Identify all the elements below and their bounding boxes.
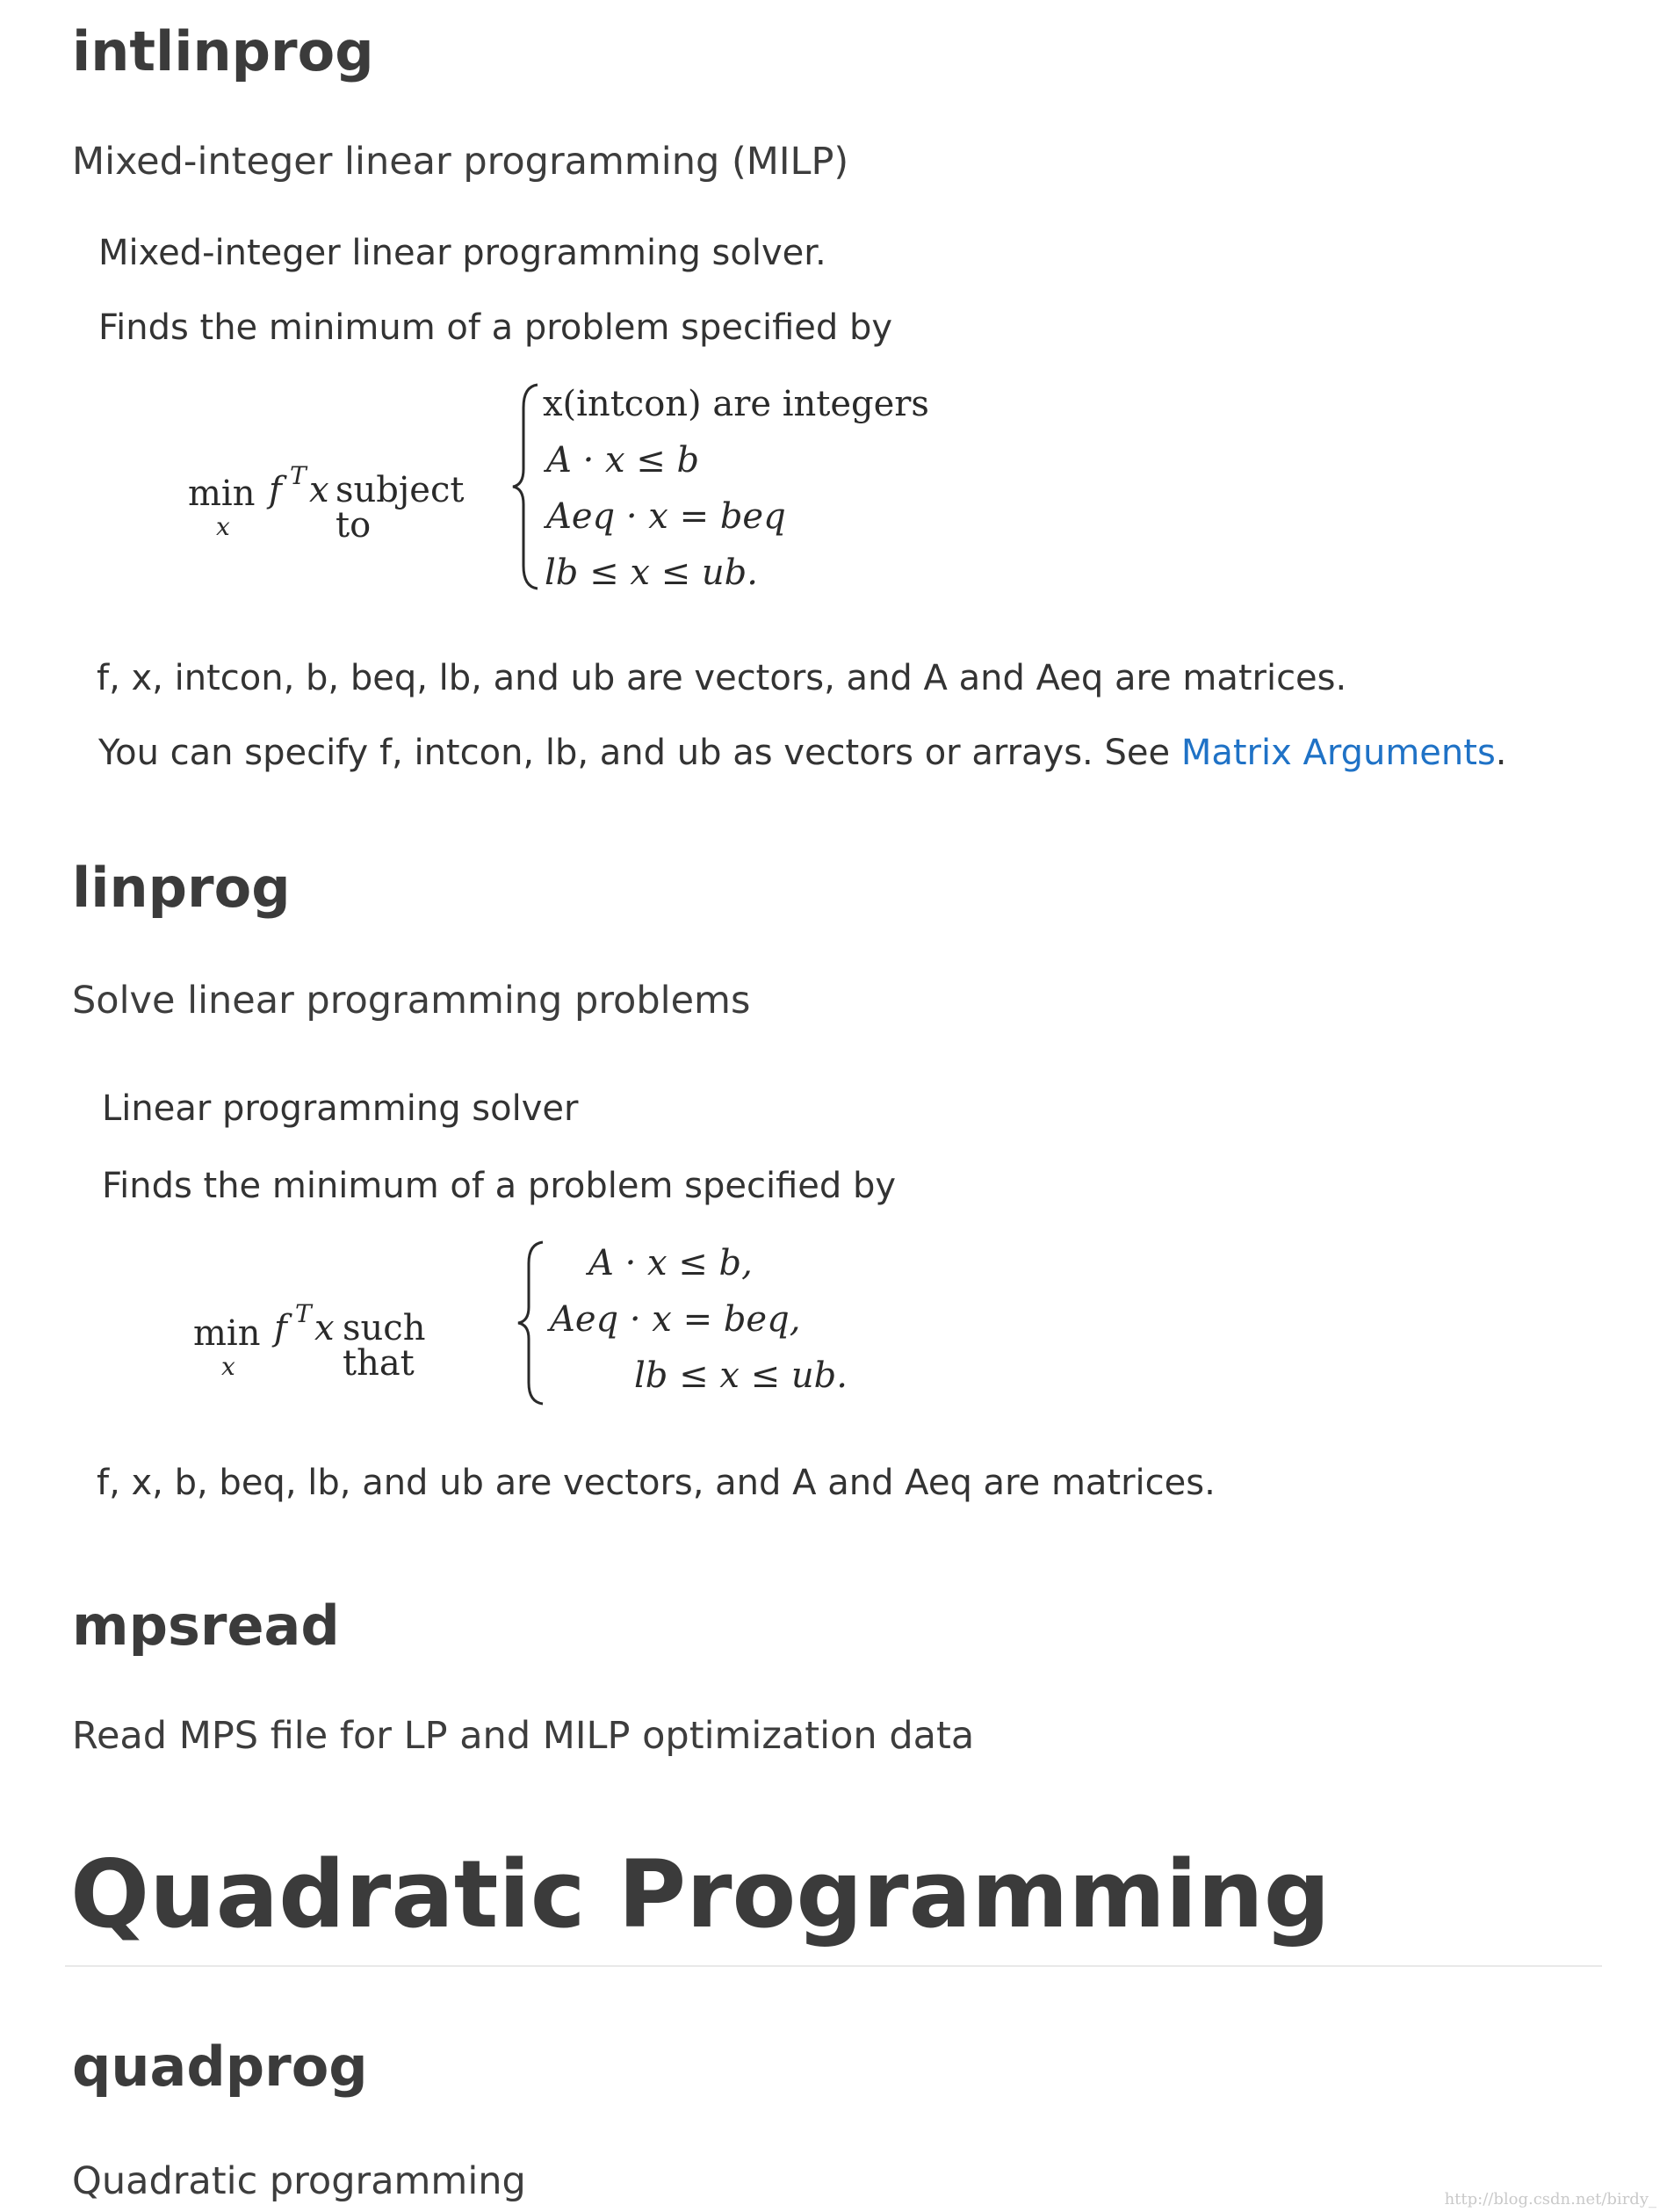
constraint-bounds: lb ≤ x ≤ ub. bbox=[545, 553, 758, 593]
min-operator: min bbox=[188, 473, 256, 514]
specify-text: You can specify f, intcon, lb, and ub as vectors or arrays. See bbox=[98, 733, 1171, 773]
matrix-arguments-link[interactable]: Matrix Arguments bbox=[1180, 733, 1496, 773]
objective-x: x bbox=[314, 1308, 335, 1348]
linprog-vectors-note: f, x, b, beq, lb, and ub are vectors, and A and Aeq are matrices. bbox=[97, 1463, 1216, 1503]
constraint-equality: Aeq · x = beq bbox=[546, 496, 786, 537]
mpsread-description: Read MPS file for LP and MILP optimization data bbox=[72, 1714, 975, 1758]
quadprog-heading: quadprog bbox=[72, 2035, 368, 2099]
linprog-summary: Linear programming solver bbox=[102, 1088, 579, 1129]
objective-f: f bbox=[274, 1308, 287, 1348]
constraint-bounds: lb ≤ x ≤ ub. bbox=[634, 1355, 848, 1396]
transpose-marker: T bbox=[290, 461, 307, 490]
intlinprog-description: Mixed-integer linear programming (MILP) bbox=[72, 140, 849, 184]
quadprog-description: Quadratic programming bbox=[72, 2159, 526, 2203]
intlinprog-finds-text: Finds the minimum of a problem specified by bbox=[98, 307, 893, 348]
subject-to-text: subject to bbox=[336, 470, 465, 546]
constraint-integers: x(intcon) are integers bbox=[543, 384, 929, 424]
transpose-marker: T bbox=[295, 1299, 312, 1328]
left-brace-icon bbox=[508, 381, 543, 592]
watermark: http://blog.csdn.net/birdy_ bbox=[1444, 2190, 1656, 2208]
objective-x: x bbox=[309, 470, 329, 510]
constraint-equality: Aeq · x = beq, bbox=[550, 1299, 801, 1340]
intlinprog-specify-note bbox=[98, 733, 1507, 773]
intlinprog-heading: intlinprog bbox=[72, 19, 374, 83]
min-subscript: x bbox=[216, 512, 230, 541]
intlinprog-vectors-note: f, x, intcon, b, beq, lb, and ub are vectors, and A and Aeq are matrices. bbox=[97, 658, 1347, 698]
mpsread-heading: mpsread bbox=[72, 1594, 340, 1658]
min-operator: min bbox=[193, 1313, 261, 1354]
objective-f: f bbox=[269, 470, 282, 510]
linprog-finds-text: Finds the minimum of a problem specified by bbox=[102, 1166, 897, 1206]
min-subscript: x bbox=[221, 1352, 235, 1381]
linprog-description: Solve linear programming problems bbox=[72, 979, 751, 1023]
section-divider bbox=[65, 1965, 1602, 1967]
left-brace-icon bbox=[513, 1239, 548, 1406]
section-heading: Quadratic Programming bbox=[70, 1840, 1331, 1948]
such-that-text: such that bbox=[343, 1308, 426, 1384]
intlinprog-summary: Mixed-integer linear programming solver. bbox=[98, 233, 826, 273]
constraint-inequality: A · x ≤ b bbox=[546, 440, 700, 481]
link-period: . bbox=[1495, 733, 1507, 773]
constraint-inequality: A · x ≤ b, bbox=[588, 1243, 753, 1283]
linprog-heading: linprog bbox=[72, 856, 291, 920]
